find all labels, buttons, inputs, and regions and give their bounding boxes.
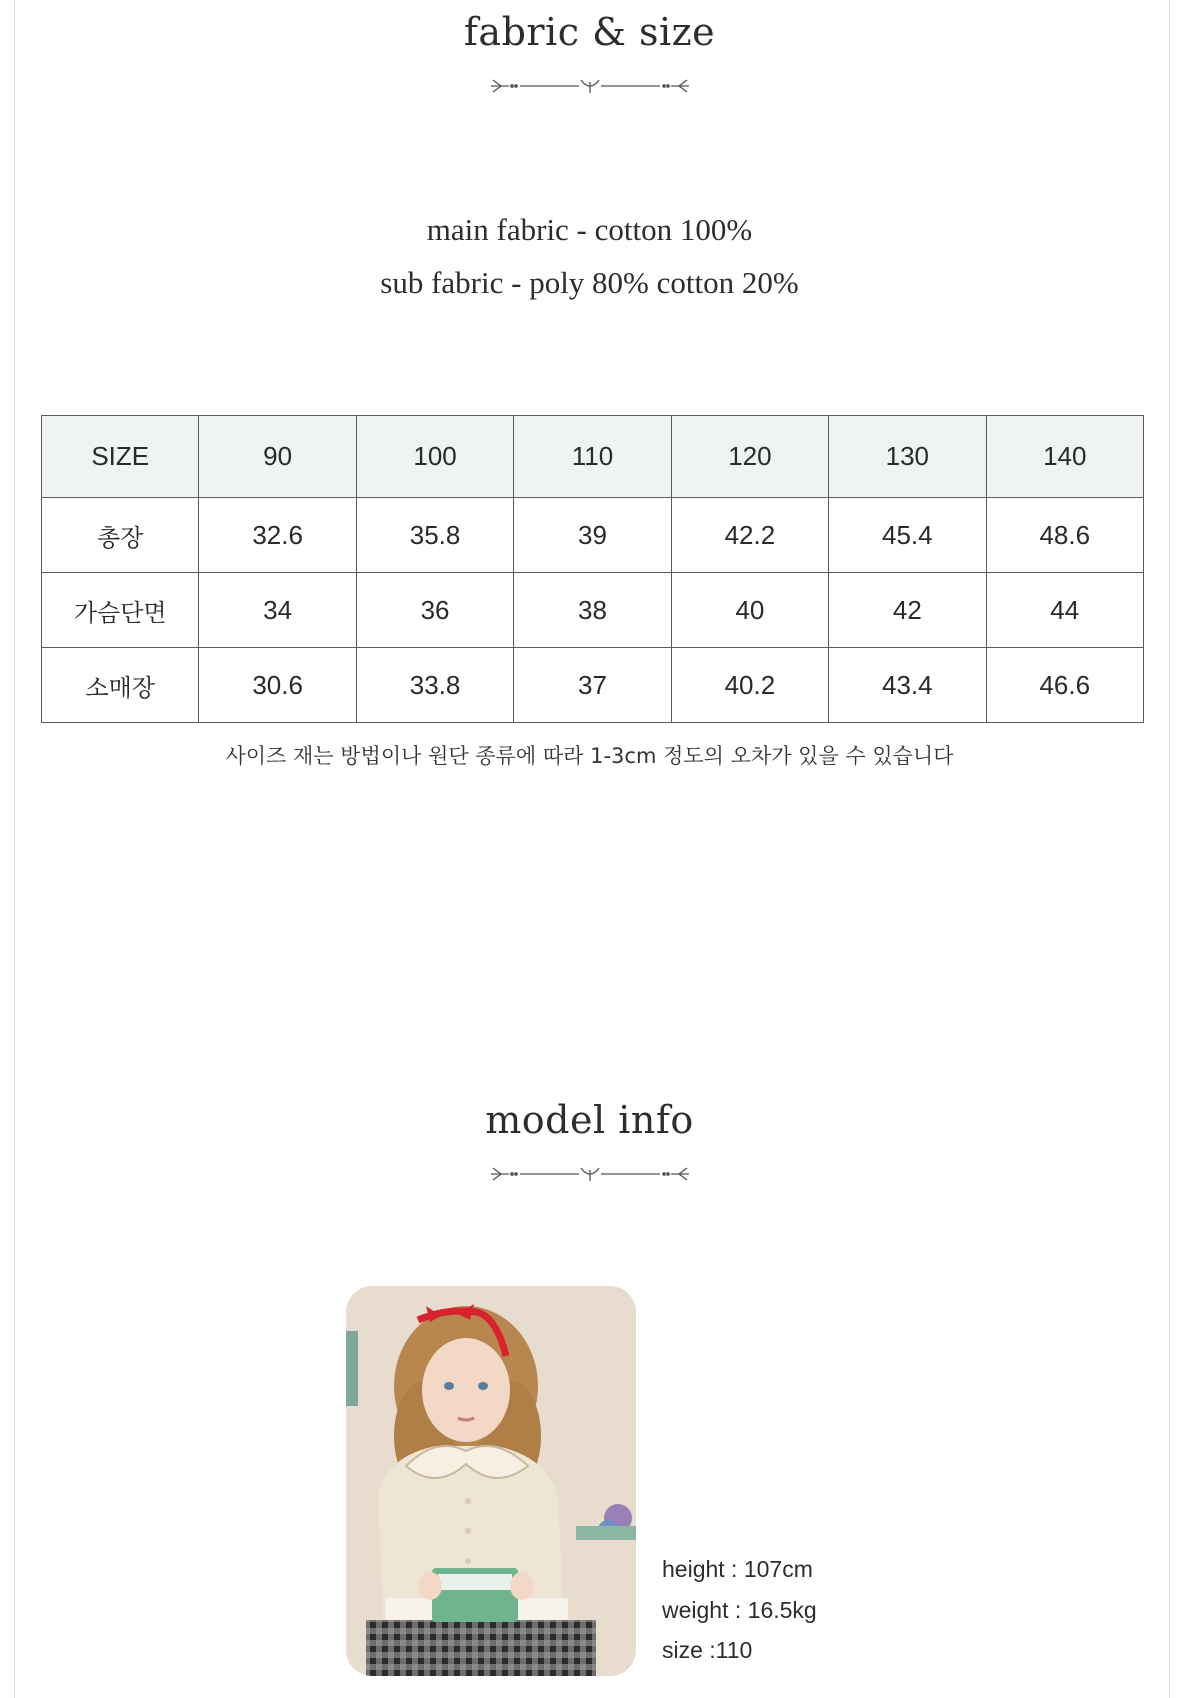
model-photo <box>346 1286 636 1676</box>
row-label: 가슴단면 <box>42 573 199 648</box>
fabric-size-title: fabric & size <box>463 10 716 54</box>
table-cell: 46.6 <box>986 648 1143 723</box>
model-size-text: size :110 <box>662 1637 753 1663</box>
size-table <box>41 415 1144 723</box>
header-cell: SIZE <box>42 416 199 498</box>
table-cell: 42 <box>829 573 986 648</box>
table-cell: 48.6 <box>986 498 1143 573</box>
table-cell: 43.4 <box>829 648 986 723</box>
size-note: 사이즈 재는 방법이나 원단 종류에 따라 1-3cm 정도의 오차가 있을 수 있습니다 <box>225 744 954 768</box>
table-cell: 42.2 <box>671 498 828 573</box>
table-cell: 37 <box>514 648 671 723</box>
row-label: 총장 <box>42 498 199 573</box>
table-cell: 45.4 <box>829 498 986 573</box>
header-cell: 110 <box>514 416 671 498</box>
header-cell: 120 <box>671 416 828 498</box>
table-row <box>42 498 1144 573</box>
table-cell: 35.8 <box>356 498 513 573</box>
row-label: 소매장 <box>42 648 199 723</box>
model-weight-text: weight : 16.5kg <box>662 1597 817 1623</box>
main-fabric-text: main fabric - cotton 100% <box>426 212 753 247</box>
table-cell: 33.8 <box>356 648 513 723</box>
header-cell: 100 <box>356 416 513 498</box>
table-cell: 30.6 <box>199 648 356 723</box>
table-row <box>42 648 1144 723</box>
model-height-text: height : 107cm <box>662 1556 813 1582</box>
table-cell: 40 <box>671 573 828 648</box>
table-cell: 38 <box>514 573 671 648</box>
table-cell: 34 <box>199 573 356 648</box>
header-cell: 130 <box>829 416 986 498</box>
table-cell: 40.2 <box>671 648 828 723</box>
ornament-divider-icon <box>489 1164 691 1184</box>
sub-fabric-text: sub fabric - poly 80% cotton 20% <box>380 265 799 300</box>
table-cell: 36 <box>356 573 513 648</box>
table-cell: 39 <box>514 498 671 573</box>
header-cell: 140 <box>986 416 1143 498</box>
ornament-divider-icon <box>489 76 691 96</box>
model-info-title: model info <box>485 1098 694 1142</box>
table-cell: 32.6 <box>199 498 356 573</box>
header-cell: 90 <box>199 416 356 498</box>
model-photo-illustration <box>346 1286 636 1676</box>
table-cell: 44 <box>986 573 1143 648</box>
table-row <box>42 573 1144 648</box>
table-header-row <box>42 416 1144 498</box>
